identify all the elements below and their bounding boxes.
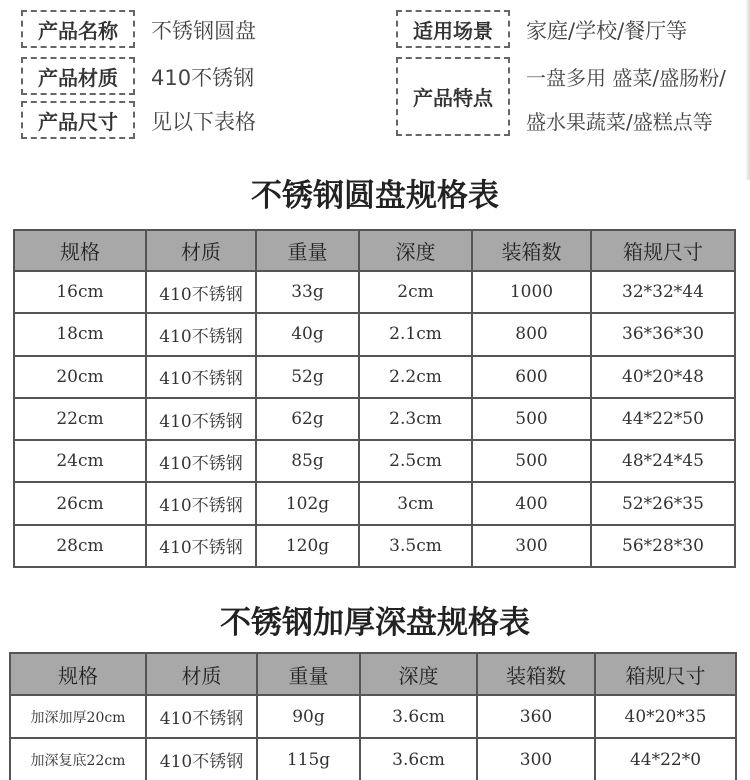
table-cell: 85g [256,440,359,482]
table-cell: 加深复底22cm [10,738,146,780]
table-cell: 44*22*50 [591,398,735,440]
table-cell: 2.2cm [359,356,472,398]
table1-header-cell: 装箱数 [472,230,591,271]
table-cell: 62g [256,398,359,440]
table-cell: 360 [477,695,595,738]
table-cell: 2.1cm [359,313,472,355]
table2-header-cell: 材质 [146,653,257,695]
feature-value-line2: 盛水果蔬菜/盛糕点等 [526,110,713,134]
table-cell: 52g [256,356,359,398]
table-cell: 18cm [14,313,146,355]
table-cell: 300 [472,525,591,567]
table2-header-cell: 装箱数 [477,653,595,695]
table-cell: 44*22*0 [595,738,736,780]
table-cell: 2.3cm [359,398,472,440]
table-row [14,525,735,567]
table2-title: 不锈钢加厚深盘规格表 [220,605,530,641]
table-cell: 2.5cm [359,440,472,482]
table-cell: 20cm [14,356,146,398]
table1-header-cell: 箱规尺寸 [591,230,735,271]
table-cell: 500 [472,440,591,482]
table1-title: 不锈钢圆盘规格表 [251,178,499,214]
table-cell: 500 [472,398,591,440]
table-row [14,398,735,440]
table-cell: 28cm [14,525,146,567]
table-cell: 3.6cm [360,695,477,738]
table-cell: 800 [472,313,591,355]
table-cell: 3.5cm [359,525,472,567]
table-cell: 410不锈钢 [146,440,256,482]
table2-header-cell: 箱规尺寸 [595,653,736,695]
product-material-label: 产品材质 [21,57,135,95]
table2 [9,652,737,780]
product-size-value: 见以下表格 [151,110,256,134]
table-cell: 1000 [472,271,591,313]
scene-value: 家庭/学校/餐厅等 [526,19,688,43]
table-cell: 3.6cm [360,738,477,780]
table-cell: 300 [477,738,595,780]
table-cell: 33g [256,271,359,313]
table-row [14,271,735,313]
table-cell: 32*32*44 [591,271,735,313]
table-cell: 48*24*45 [591,440,735,482]
product-name-value: 不锈钢圆盘 [151,19,256,43]
table-cell: 120g [256,525,359,567]
table-cell: 56*28*30 [591,525,735,567]
table-row [14,482,735,524]
scene-label: 适用场景 [396,10,510,48]
table2-header-cell: 规格 [10,653,146,695]
product-material-value: 410不锈钢 [151,66,255,90]
table-row [14,313,735,355]
table-row [10,738,736,780]
table-cell: 加深加厚20cm [10,695,146,738]
table-row [14,356,735,398]
table1-header-cell: 规格 [14,230,146,271]
table-cell: 24cm [14,440,146,482]
table1-header-cell: 深度 [359,230,472,271]
table-cell: 16cm [14,271,146,313]
table-cell: 410不锈钢 [146,398,256,440]
table1 [13,229,736,568]
table1-header-cell: 材质 [146,230,256,271]
table-row [14,440,735,482]
table-cell: 2cm [359,271,472,313]
edge-shadow [745,0,750,180]
feature-value-line1: 一盘多用 盛菜/盛肠粉/ [526,66,726,90]
table-cell: 22cm [14,398,146,440]
table2-header-row [10,653,736,695]
table-cell: 410不锈钢 [146,525,256,567]
table-cell: 600 [472,356,591,398]
table-cell: 3cm [359,482,472,524]
table-cell: 26cm [14,482,146,524]
table1-header-cell: 重量 [256,230,359,271]
table-cell: 400 [472,482,591,524]
table-cell: 36*36*30 [591,313,735,355]
product-size-label: 产品尺寸 [21,101,135,139]
table-cell: 90g [257,695,360,738]
table-cell: 410不锈钢 [146,313,256,355]
table-cell: 410不锈钢 [146,695,257,738]
table-cell: 115g [257,738,360,780]
table-cell: 40g [256,313,359,355]
table2-header-cell: 重量 [257,653,360,695]
table1-header-row [14,230,735,271]
feature-label: 产品特点 [396,57,510,136]
table-row [10,695,736,738]
table-cell: 52*26*35 [591,482,735,524]
table-cell: 410不锈钢 [146,271,256,313]
table-cell: 410不锈钢 [146,356,256,398]
table-cell: 102g [256,482,359,524]
table-cell: 40*20*35 [595,695,736,738]
table-cell: 40*20*48 [591,356,735,398]
table-cell: 410不锈钢 [146,738,257,780]
product-name-label: 产品名称 [21,10,135,48]
table-cell: 410不锈钢 [146,482,256,524]
table2-header-cell: 深度 [360,653,477,695]
